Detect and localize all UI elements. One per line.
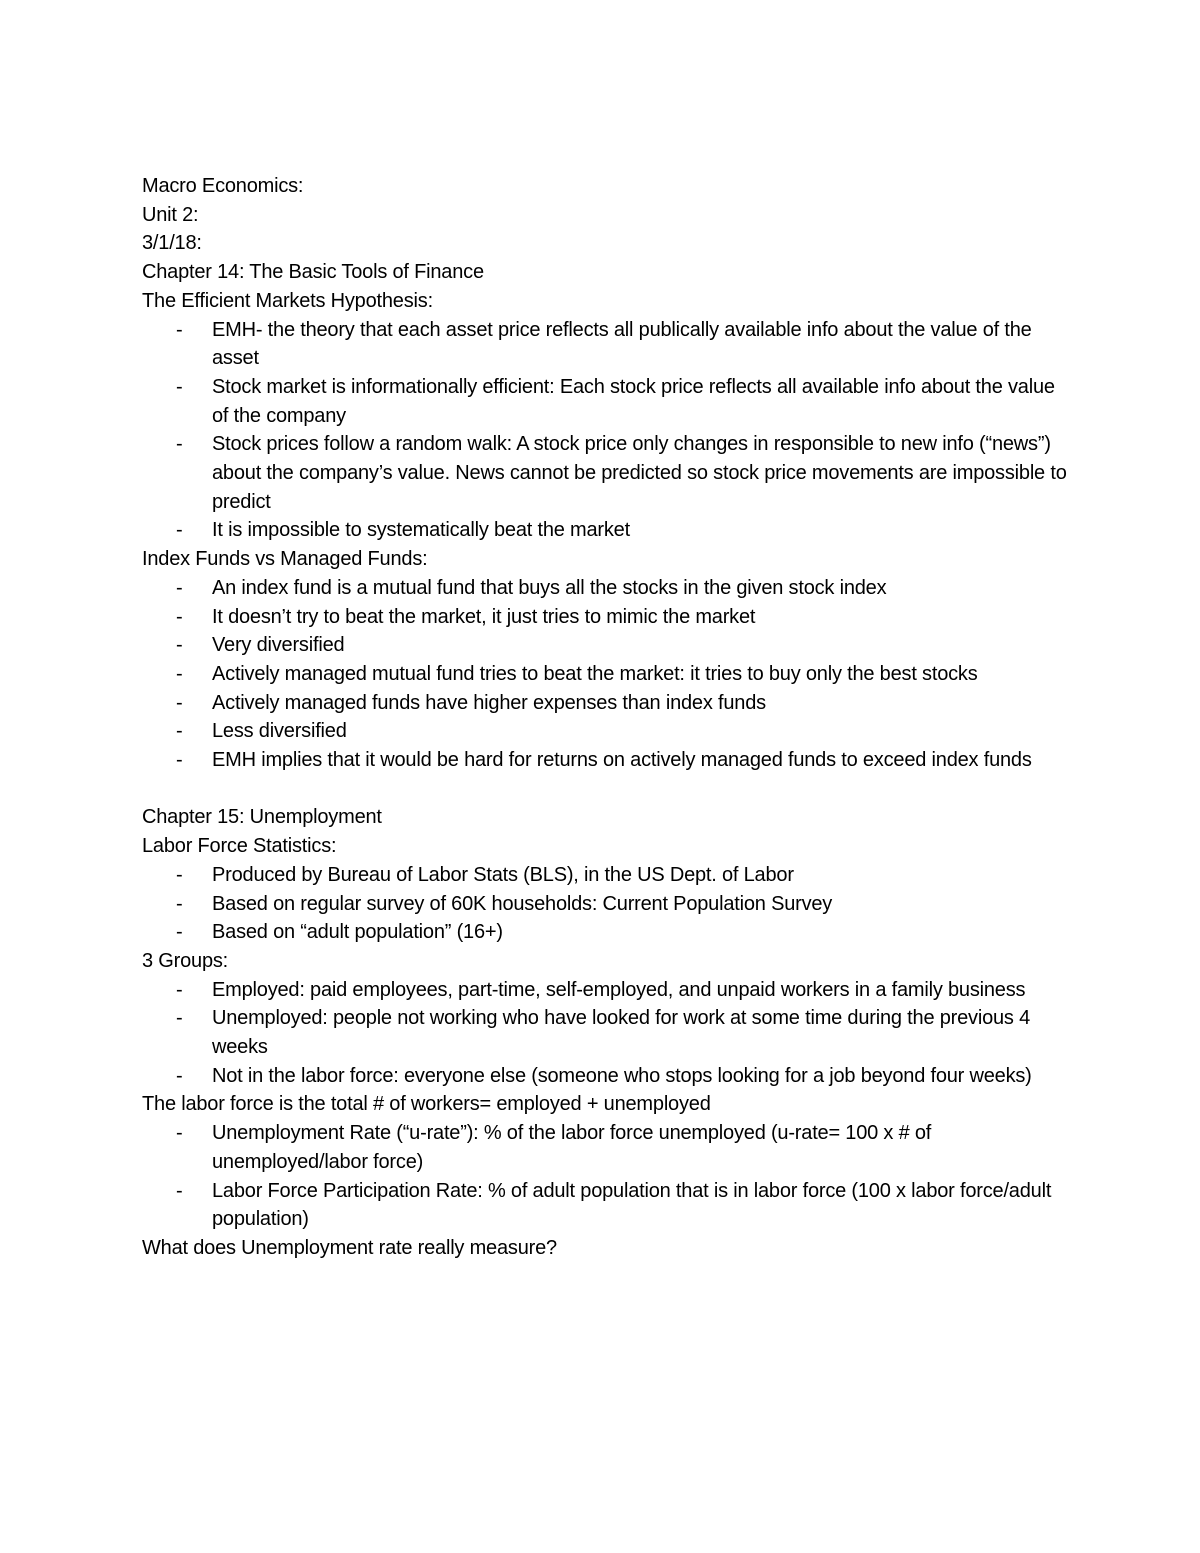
list-item xyxy=(142,976,1072,1005)
list-item xyxy=(142,373,1072,430)
bullet-text: Unemployed: people not working who have looked for work at some time during the previous 4 weeks xyxy=(212,1007,1031,1059)
list-item xyxy=(142,861,1072,890)
bullet-dash: - xyxy=(176,1007,183,1030)
list-item xyxy=(142,746,1072,775)
bullet-dash: - xyxy=(176,1122,183,1145)
list-item xyxy=(142,574,1072,603)
list-item xyxy=(142,1004,1072,1061)
bullet-text: EMH implies that it would be hard for returns on actively managed funds to exceed index funds xyxy=(212,749,1032,772)
list-item xyxy=(142,890,1072,919)
bullet-dash: - xyxy=(176,863,183,886)
bullet-dash: - xyxy=(176,1064,183,1087)
date-label: 3/1/18: xyxy=(142,232,202,255)
bullet-text: Employed: paid employees, part-time, self-employed, and unpaid workers in a family business xyxy=(212,978,1026,1001)
list-item xyxy=(142,1119,1072,1176)
bullet-dash: - xyxy=(176,605,183,628)
bullet-dash: - xyxy=(176,978,183,1001)
bullet-dash: - xyxy=(176,691,183,714)
closing-question: What does Unemployment rate really measure? xyxy=(142,1237,557,1259)
bullet-dash: - xyxy=(176,892,183,915)
bullet-text: It doesn’t try to beat the market, it just tries to mimic the market xyxy=(212,605,756,628)
bullet-text: Stock market is informationally efficient: Each stock price reflects all available info about the value of the company xyxy=(212,375,1055,427)
list-item xyxy=(142,1062,1072,1091)
bullet-dash: - xyxy=(176,433,183,456)
bullet-text: Labor Force Participation Rate: % of adult population that is in labor force (100 x labor force/adult population) xyxy=(212,1179,1052,1231)
funds-bullet-list xyxy=(142,574,1072,775)
list-item xyxy=(142,918,1072,947)
bullet-text: Stock prices follow a random walk: A stock price only changes in responsible to new info (“news”) about the company’s value. News cannot be predicted so stock price movements are impossible to predict xyxy=(212,433,1067,513)
bullet-dash: - xyxy=(176,634,183,657)
bullet-text: Actively managed funds have higher expenses than index funds xyxy=(212,691,766,714)
stats-heading: Labor Force Statistics: xyxy=(142,835,337,858)
emh-bullet-list xyxy=(142,316,1072,546)
bullet-dash: - xyxy=(176,749,183,772)
bullet-text: Based on “adult population” (16+) xyxy=(212,921,503,944)
document-body xyxy=(142,172,1072,1263)
list-item xyxy=(142,603,1072,632)
bullet-dash: - xyxy=(176,1179,183,1202)
list-item xyxy=(142,660,1072,689)
list-item xyxy=(142,717,1072,746)
bullet-text: Produced by Bureau of Labor Stats (BLS), in the US Dept. of Labor xyxy=(212,863,794,886)
bullet-text: An index fund is a mutual fund that buys all the stocks in the given stock index xyxy=(212,576,887,599)
bullet-dash: - xyxy=(176,662,183,685)
stats-bullet-list xyxy=(142,861,1072,947)
bullet-text: Not in the labor force: everyone else (someone who stops looking for a job beyond four weeks) xyxy=(212,1064,1032,1087)
chapter-15-title: Chapter 15: Unemployment xyxy=(142,806,382,829)
bullet-text: EMH- the theory that each asset price reflects all publically available info about the value of the asset xyxy=(212,318,1032,370)
groups-heading: 3 Groups: xyxy=(142,949,229,972)
list-item xyxy=(142,689,1072,718)
unit-label: Unit 2: xyxy=(142,203,199,226)
course-title: Macro Economics: xyxy=(142,175,304,197)
list-item xyxy=(142,1177,1072,1234)
list-item xyxy=(142,631,1072,660)
bullet-text: It is impossible to systematically beat the market xyxy=(212,519,630,542)
funds-heading: Index Funds vs Managed Funds: xyxy=(142,548,428,571)
bullet-dash: - xyxy=(176,318,183,341)
bullet-dash: - xyxy=(176,720,183,743)
bullet-text: Less diversified xyxy=(212,720,347,743)
labor-force-bullet-list xyxy=(142,1119,1072,1234)
bullet-text: Very diversified xyxy=(212,634,345,657)
bullet-text: Unemployment Rate (“u-rate”): % of the labor force unemployed (u-rate= 100 x # of unemployed/labor force) xyxy=(212,1122,932,1173)
emh-heading: The Efficient Markets Hypothesis: xyxy=(142,289,433,312)
bullet-text: Based on regular survey of 60K households: Current Population Survey xyxy=(212,892,833,915)
blank-line xyxy=(142,775,1072,804)
list-item xyxy=(142,516,1072,545)
list-item xyxy=(142,430,1072,516)
list-item xyxy=(142,316,1072,373)
bullet-dash: - xyxy=(176,576,183,599)
bullet-dash: - xyxy=(176,519,183,542)
groups-bullet-list xyxy=(142,976,1072,1091)
bullet-dash: - xyxy=(176,375,183,398)
labor-force-heading: The labor force is the total # of workers= employed + unemployed xyxy=(142,1093,711,1116)
bullet-dash: - xyxy=(176,921,183,944)
bullet-text: Actively managed mutual fund tries to beat the market: it tries to buy only the best stocks xyxy=(212,662,978,685)
chapter-14-title: Chapter 14: The Basic Tools of Finance xyxy=(142,261,484,284)
